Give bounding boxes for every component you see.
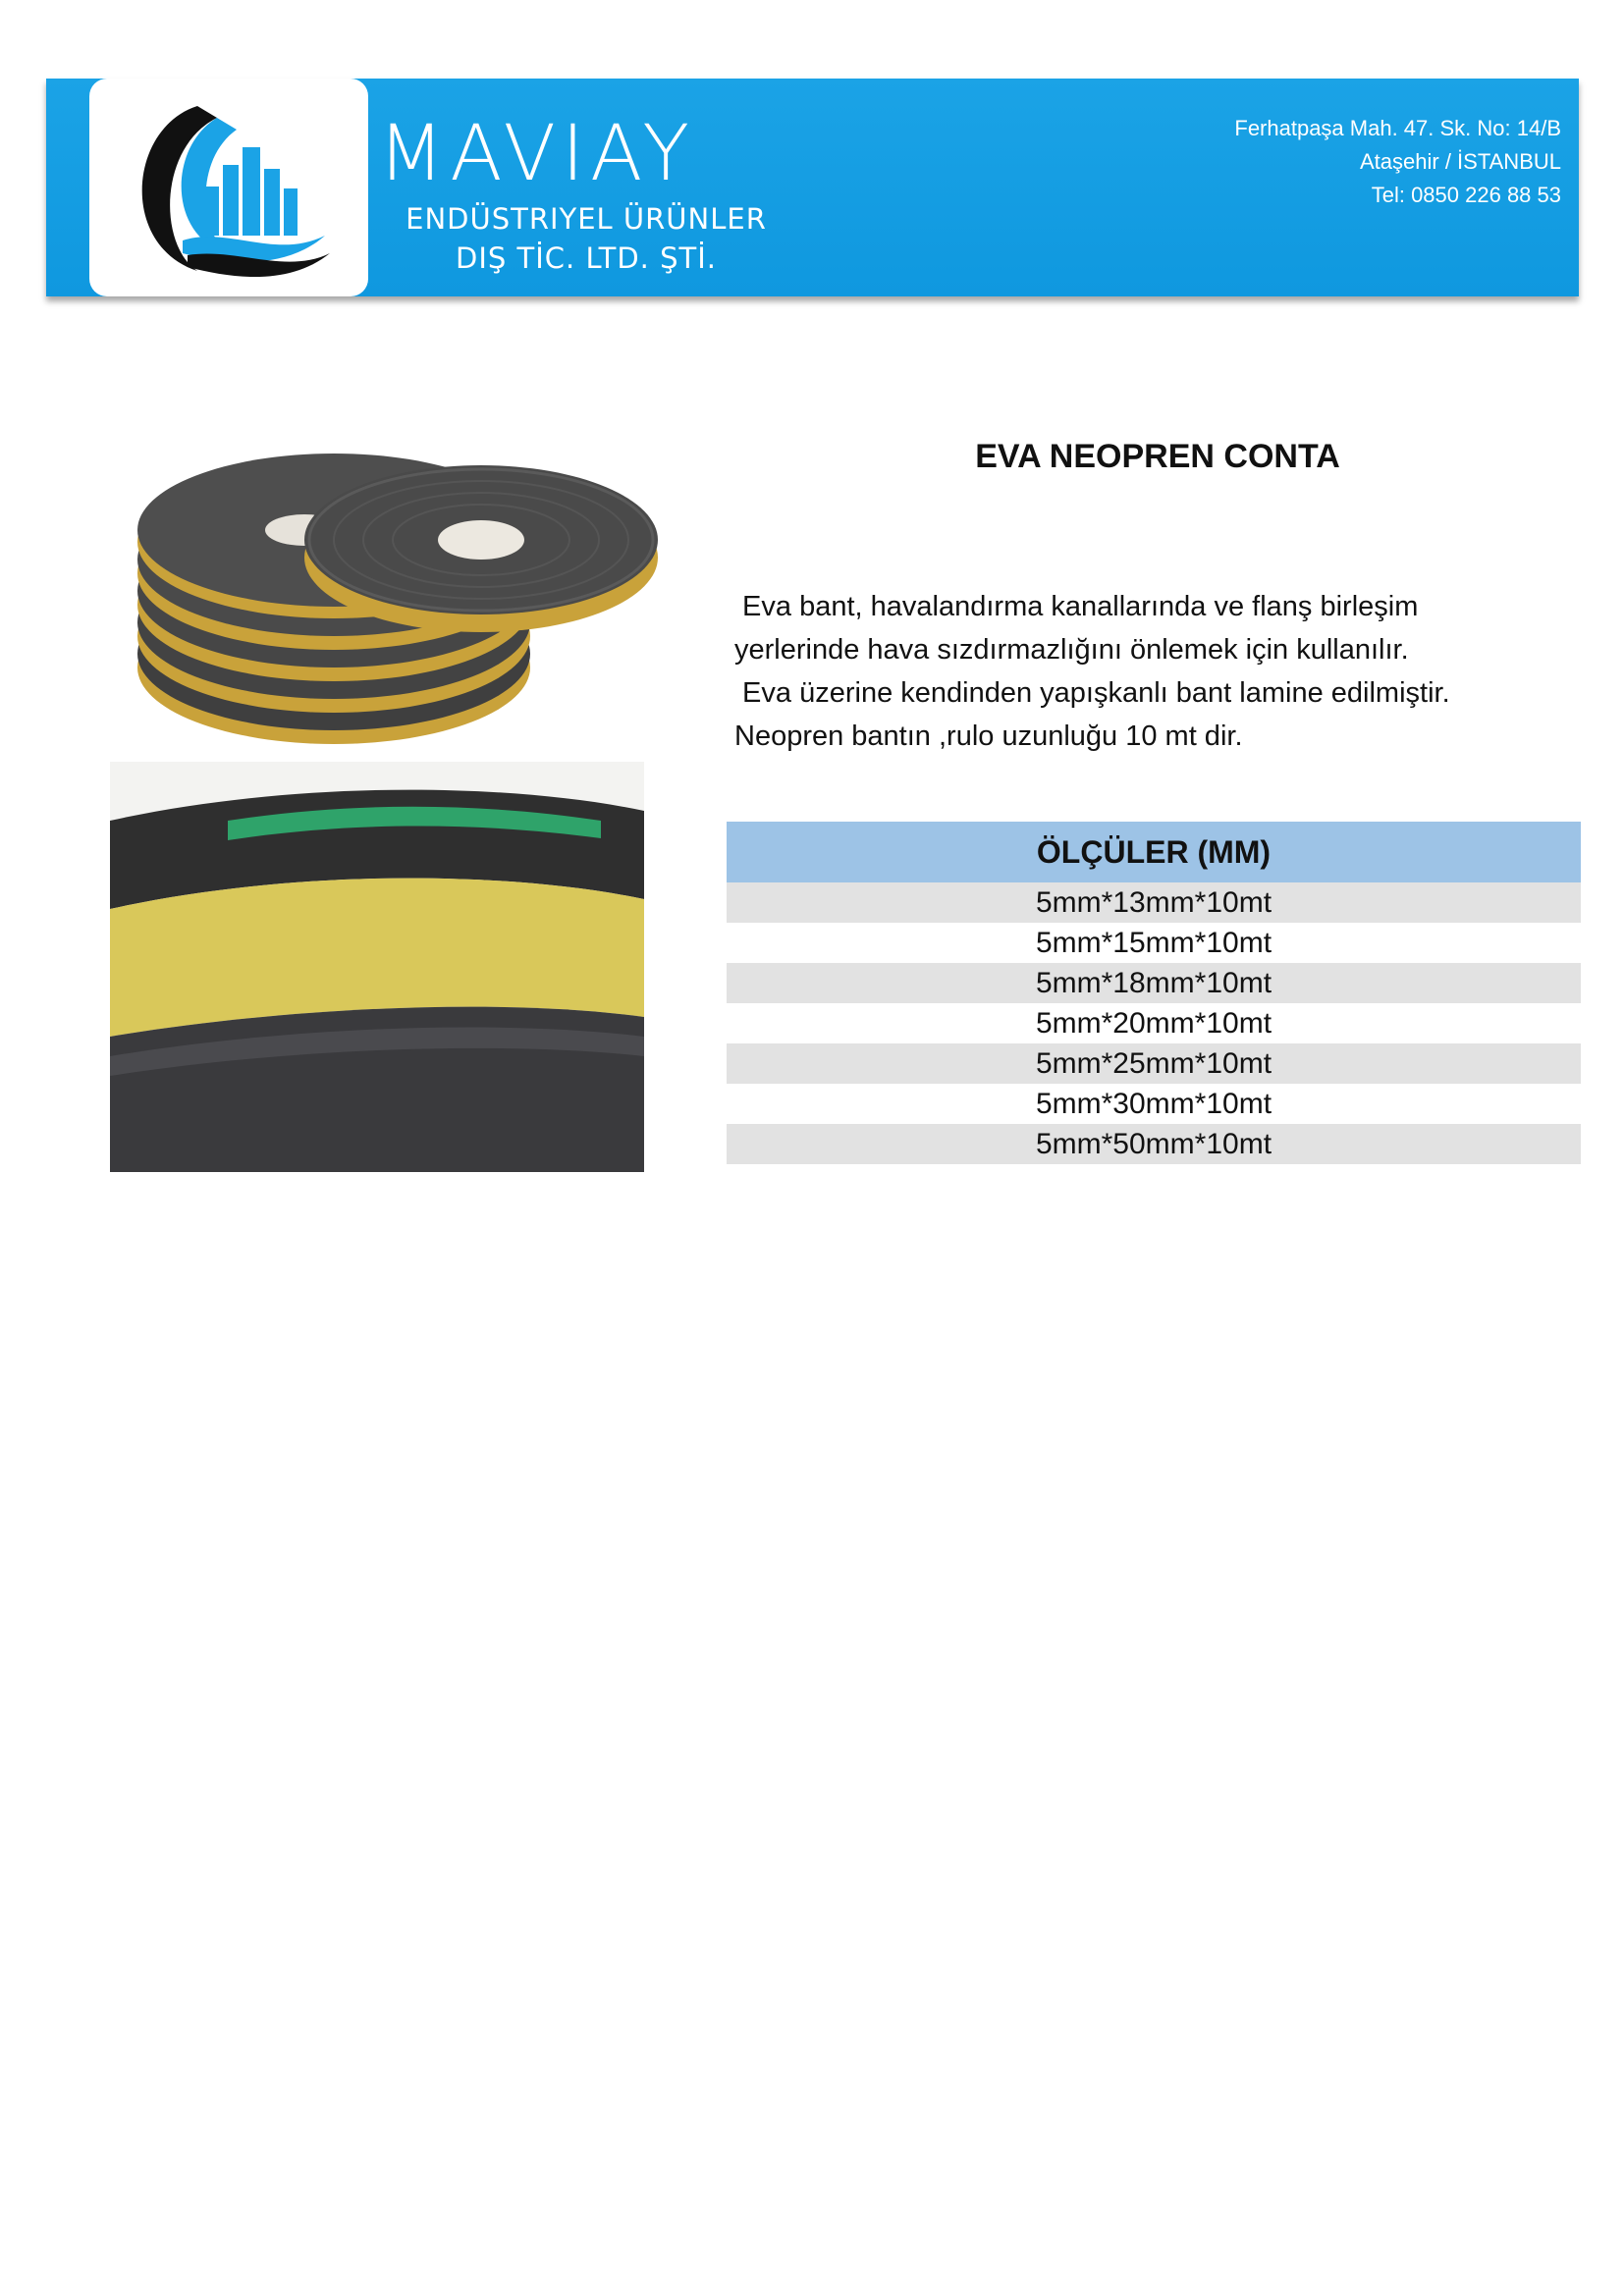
company-address — [1234, 112, 1561, 212]
table-row: 5mm*20mm*10mt — [1035, 1007, 1272, 1040]
sizes-table — [727, 822, 1581, 1164]
table-row: 5mm*25mm*10mt — [727, 1043, 1581, 1084]
table-row: 5mm*30mm*10mt — [1035, 1088, 1272, 1120]
table-row: 5mm*13mm*10mt — [727, 882, 1581, 923]
brand-name: MAVIAY — [378, 110, 695, 198]
product-image-rolls — [69, 432, 668, 756]
table-row: 5mm*15mm*10mt — [1035, 927, 1272, 959]
address-line1: Ferhatpaşa Mah. 47. Sk. No: 14/B — [1234, 116, 1561, 140]
address-line2: Ataşehir / İSTANBUL — [1360, 149, 1561, 174]
product-title-text: EVA NEOPREN CONTA — [975, 438, 1340, 475]
company-logo — [89, 79, 368, 296]
phone-number: Tel: 0850 226 88 53 — [1371, 183, 1561, 207]
description-line: yerlerinde hava sızdırmazlığını önlemek için kullanılır. — [734, 634, 1409, 666]
product-title — [726, 438, 1590, 476]
brand-subtitle-line1: ENDÜSTRIYEL ÜRÜNLER — [406, 202, 767, 236]
table-row: 5mm*50mm*10mt — [727, 1124, 1581, 1164]
product-description — [734, 585, 1579, 758]
header-banner — [46, 79, 1579, 296]
description-line: Eva üzerine kendinden yapışkanlı bant lamine edilmiştir. — [734, 677, 1450, 709]
description-line: Neopren bantın ,rulo uzunluğu 10 mt dir. — [734, 721, 1243, 752]
brand-subtitle-line2: DIŞ TİC. LTD. ŞTİ. — [455, 241, 717, 275]
table-row: 5mm*18mm*10mt — [727, 963, 1581, 1003]
sizes-table-header: ÖLÇÜLER (MM) — [727, 822, 1581, 882]
product-image-closeup — [110, 762, 644, 1172]
description-line: Eva bant, havalandırma kanallarında ve flanş birleşim — [734, 591, 1419, 622]
logo-icon — [89, 79, 368, 296]
